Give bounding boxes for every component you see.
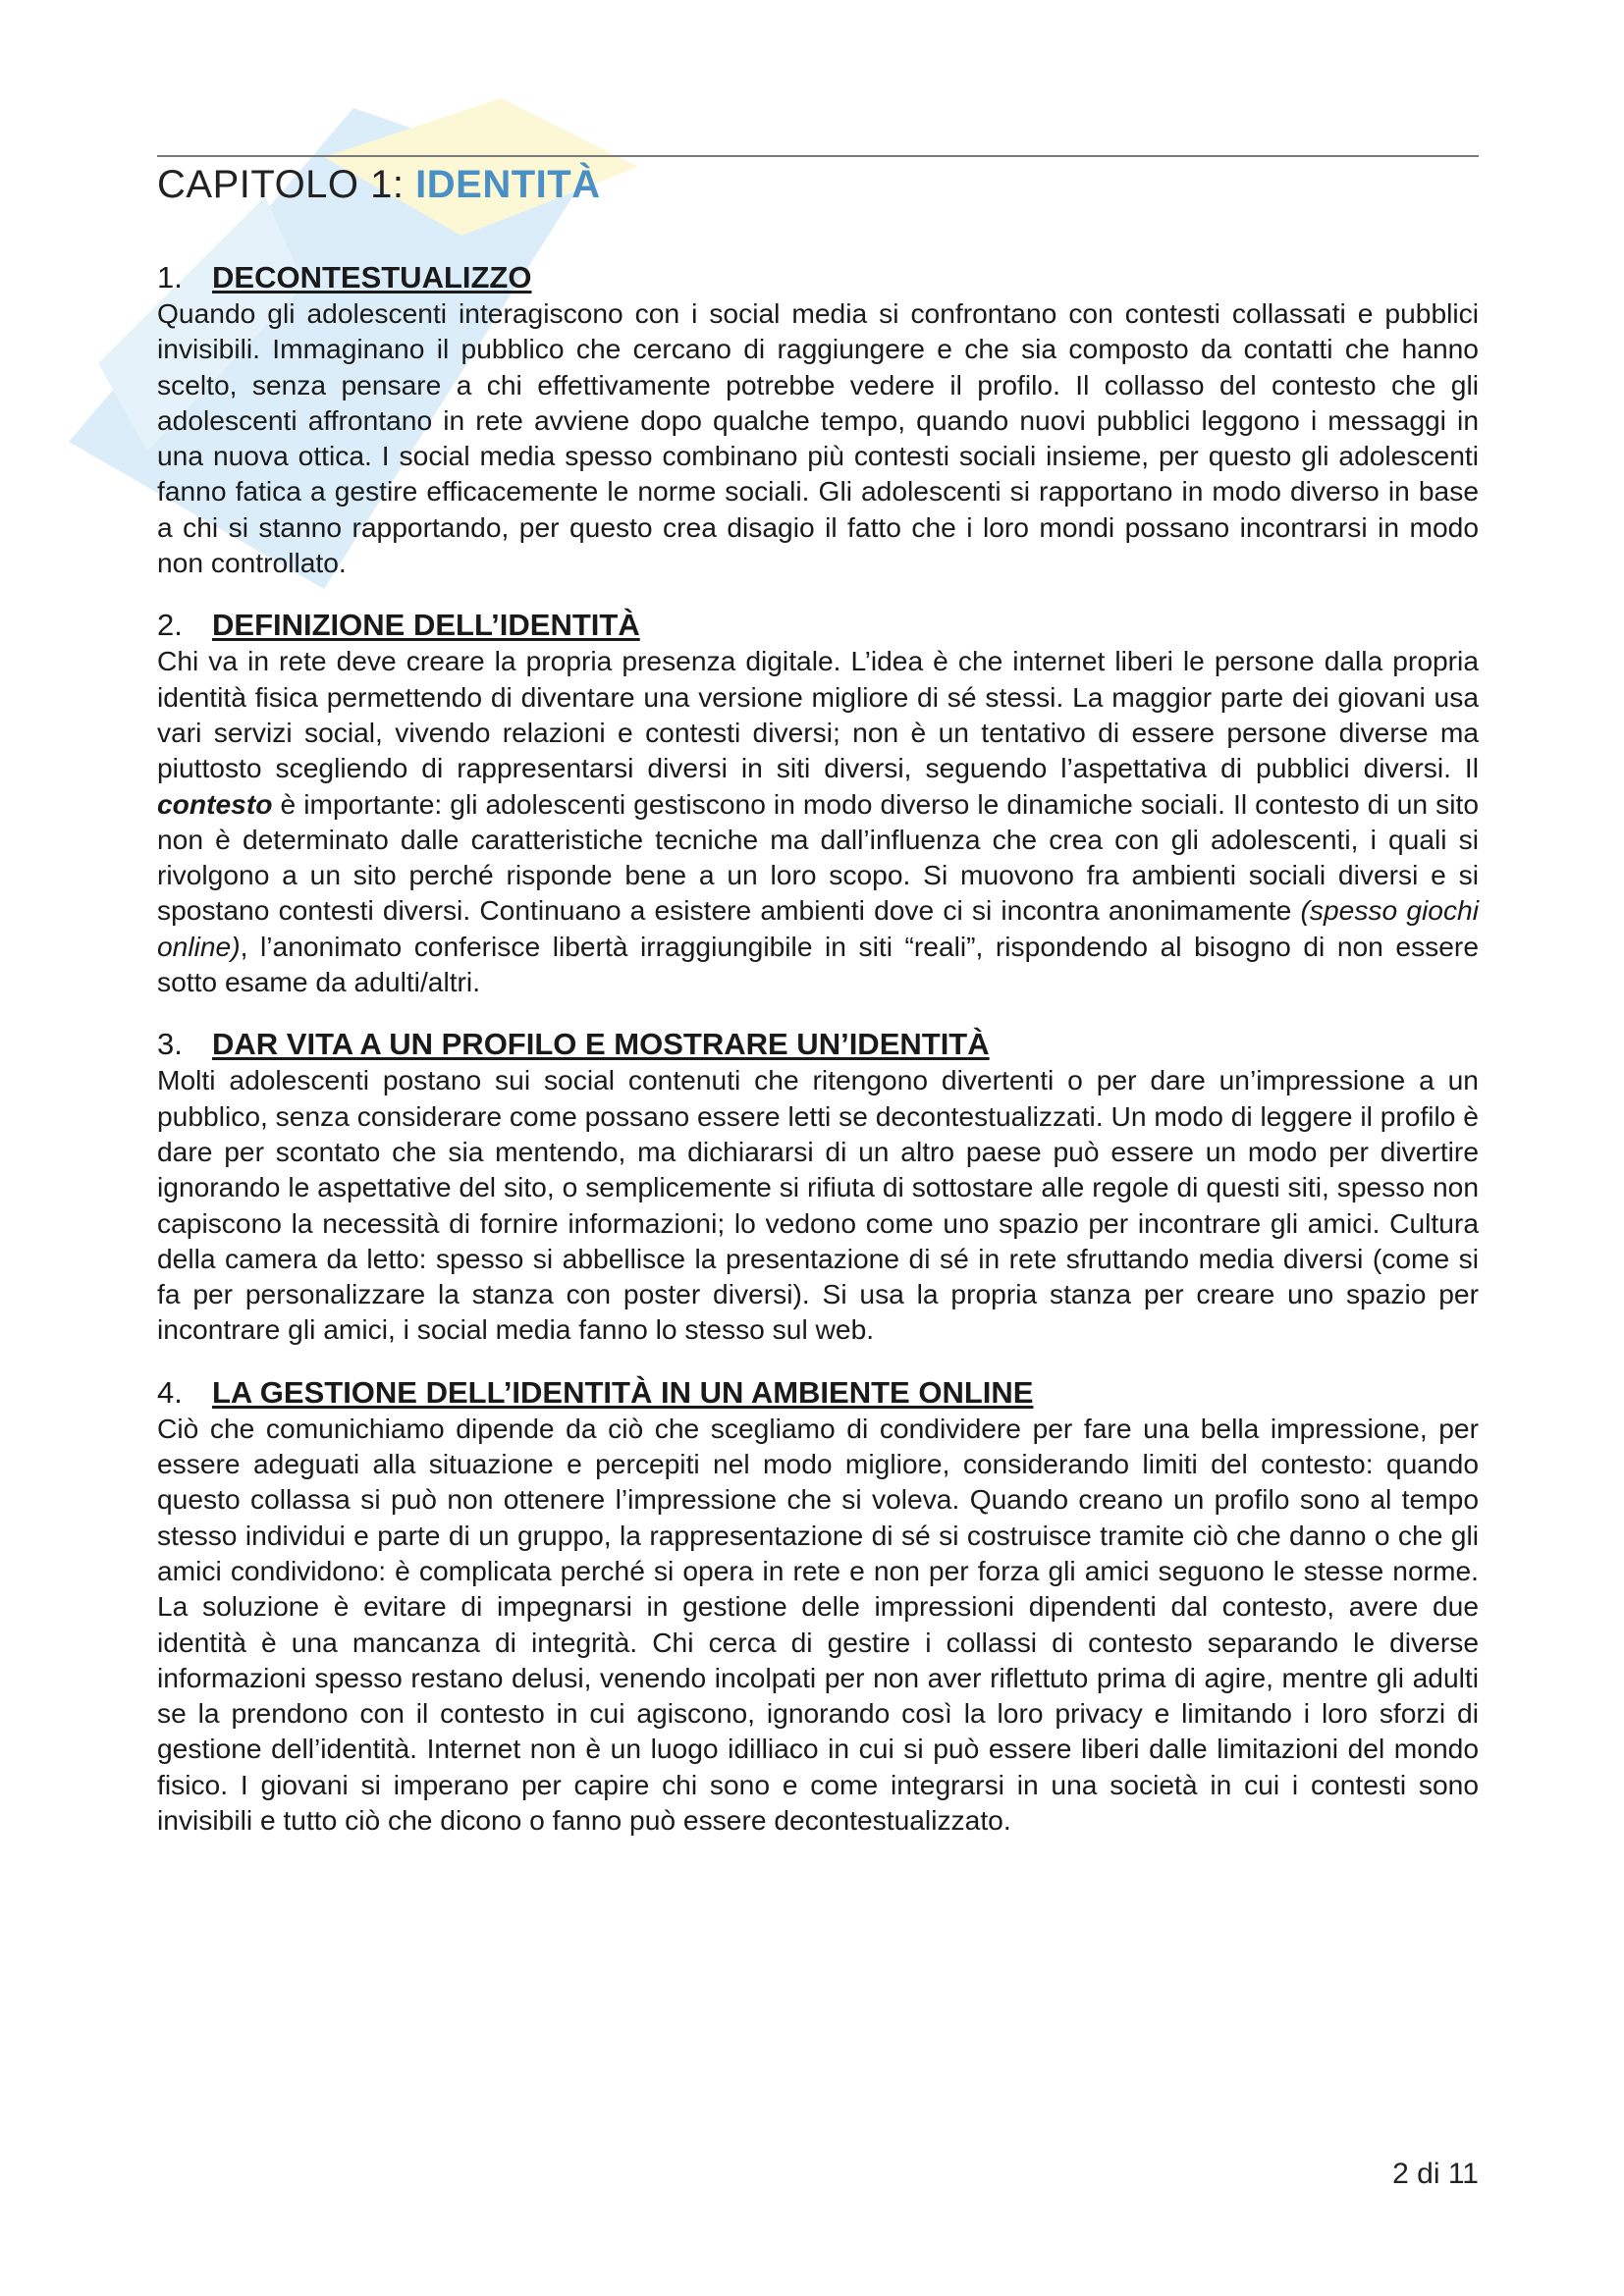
section-number: 2.: [157, 608, 183, 643]
section-title: DECONTESTUALIZZO: [212, 260, 532, 294]
body-text: Chi va in rete deve creare la propria presenza digitale. L’idea è che internet liberi le persone dalla propria identità fisica permettendo di diventare una versione migliore di sé stessi. La maggior parte dei giovani usa vari servizi social, vivendo relazioni e contesti diversi; non è un tentativo di essere persone diverse ma piuttosto scegliendo di rappresentarsi diversi in siti diversi, seguendo l’aspettativa di pubblici diversi. Il: [157, 645, 1479, 784]
section-heading: [157, 260, 1479, 295]
section-title: DAR VITA A UN PROFILO E MOSTRARE UN’IDENTITÀ: [212, 1027, 990, 1062]
section-heading: [157, 1027, 1479, 1062]
section-body: Quando gli adolescenti interagiscono con i social media si confrontano con contesti collassati e pubblici invisibili. Immaginano il pubblico che cercano di raggiungere e che sia composto da contatti che hanno scelto, senza pensare a chi effettivamente potrebbe vedere il profilo. Il collasso del contesto che gli adolescenti affrontano in rete avviene dopo qualche tempo, quando nuovi pubblici leggono i messaggi in una nuova ottica. I social media spesso combinano più contesti sociali insieme, per questo gli adolescenti fanno fatica a gestire efficacemente le norme sociali. Gli adolescenti si rapportano in modo diverso in base a chi si stanno rapportando, per questo crea disagio il fatto che i loro mondi possano incontrarsi in modo non controllato.: [157, 297, 1479, 579]
chapter-accent: IDENTITÀ: [415, 163, 601, 206]
chapter-title: [157, 163, 1479, 207]
section-1: [157, 260, 1479, 580]
section-body: [157, 643, 1479, 999]
section-4: [157, 1375, 1479, 1839]
section-title: DEFINIZIONE DELL’IDENTITÀ: [212, 608, 640, 643]
page-number: 2 di 11: [1392, 2158, 1479, 2190]
body-text: è importante: gli adolescenti gestiscono in modo diverso le dinamiche sociali. Il contesto di un sito non è determinato dalle caratteristiche tecniche ma dall’influenza che crea con gli adolescenti, i quali si rivolgono a un sito perché risponde bene a un loro scopo. Si muovono fra ambienti sociali diversi e si spostano contesti diversi. Continuano a esistere ambienti dove ci si incontra anonimamente: [157, 787, 1479, 927]
document-page: [157, 155, 1479, 1865]
section-number: 1.: [157, 260, 183, 294]
header-rule: [157, 155, 1479, 157]
body-text: , l’anonimato conferisce libertà irraggiungibile in siti “reali”, rispondendo al bisogno di non essere sotto esame da adulti/altri.: [157, 930, 1479, 998]
section-number: 3.: [157, 1027, 183, 1062]
section-title: LA GESTIONE DELL’IDENTITÀ IN UN AMBIENTE ONLINE: [212, 1374, 1034, 1410]
section-heading: [157, 608, 1479, 643]
section-body: Ciò che comunichiamo dipende da ciò che scegliamo di condividere per fare una bella impressione, per essere adeguati alla situazione e percepiti nel modo migliore, considerando limiti del contesto: quando questo collassa si può non ottenere l’impressione che si voleva. Quando creano un profilo sono al tempo stesso individui e parte di un gruppo, la rappresentazione di sé si costruisce tramite ciò che danno o che gli amici condividono: è complicata perché si opera in rete e non per forza gli amici seguono le stesse norme. La soluzione è evitare di impegnarsi in gestione delle impressioni dipendenti dal contesto, avere due identità è una mancanza di integrità. Chi cerca di gestire i collassi di contesto separando le diverse informazioni spesso restano delusi, venendo incolpati per non aver riflettuto prima di agire, mentre gli adulti se la prendono con il contesto in cui agiscono, ignorando così la loro privacy e limitando i loro sforzi di gestione dell’identità. Internet non è un luogo idilliaco in cui si può essere liberi dalle limitazioni del mondo fisico. I giovani si imperano per capire chi sono e come integrarsi in una società in cui i contesti sono invisibili e tutto ciò che dicono o fanno può essere decontestualizzato.: [157, 1412, 1479, 1836]
section-heading: [157, 1375, 1479, 1411]
section-number: 4.: [157, 1374, 183, 1410]
section-2: [157, 608, 1479, 999]
section-body: Molti adolescenti postano sui social contenuti che ritengono divertenti o per dare un’impressione a un pubblico, senza considerare come possano essere letti se decontestualizzati. Un modo di leggere il profilo è dare per scontato che sia mentendo, ma dichiararsi di un altro paese può essere un modo per divertire ignorando le aspettative del sito, o semplicemente si rifiuta di sottostare alle regole di questi siti, spesso non capiscono la necessità di fornire informazioni; lo vedono come uno spazio per incontrare gli amici. Cultura della camera da letto: spesso si abbellisce la presentazione di sé in rete sfruttando media diversi (come si fa per personalizzare la stanza con poster diversi). Si usa la propria stanza per creare uno spazio per incontrare gli amici, i social media fanno lo stesso sul web.: [157, 1064, 1479, 1346]
chapter-prefix: CAPITOLO 1:: [157, 163, 416, 206]
section-3: [157, 1027, 1479, 1347]
emphasis-contesto: contesto: [157, 787, 273, 820]
italic-note: (spesso giochi online): [157, 894, 1479, 962]
